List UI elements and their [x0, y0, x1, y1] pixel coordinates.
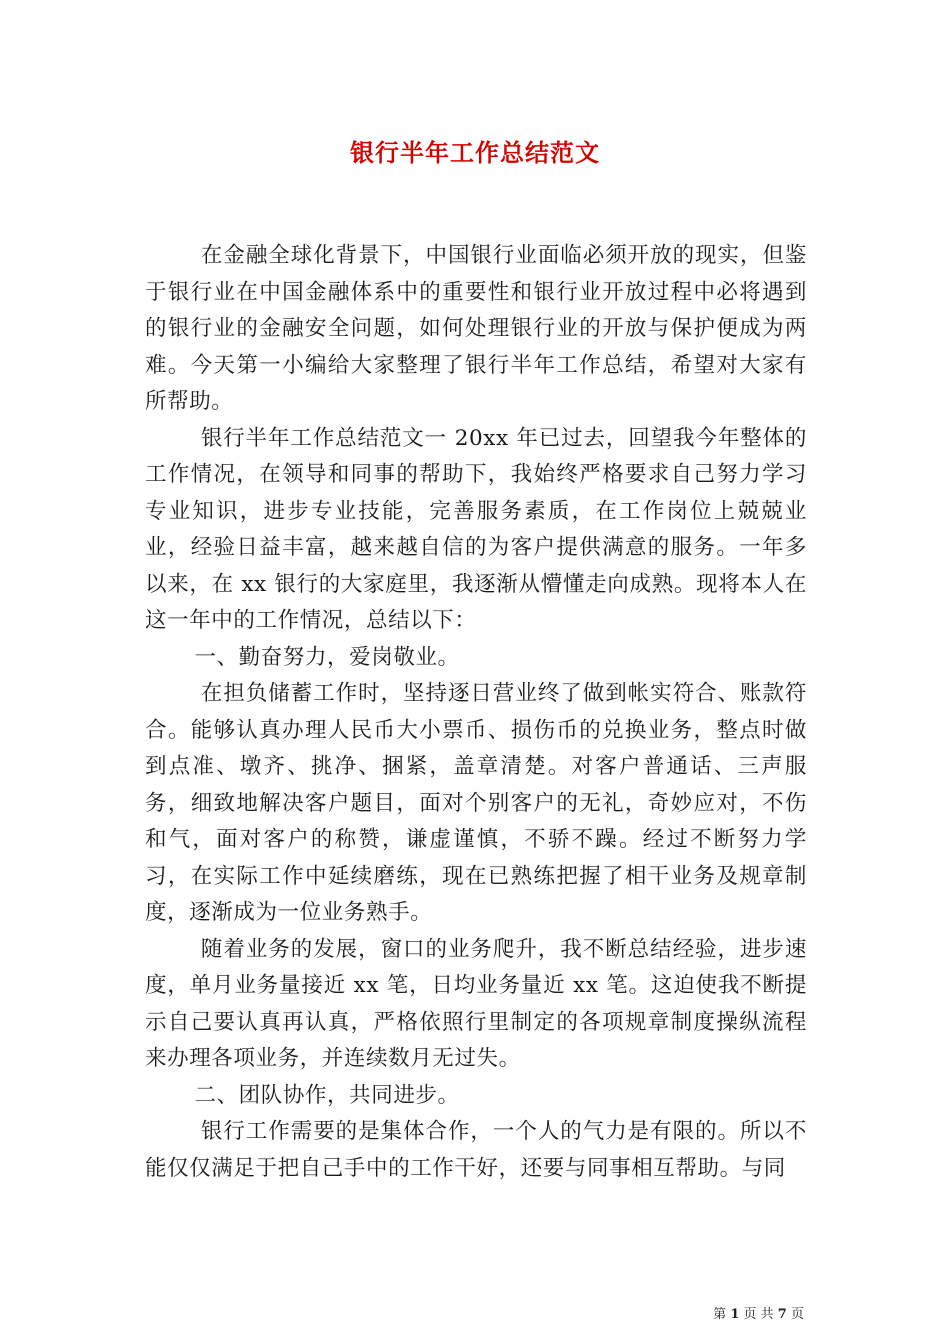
section-heading-2: 二、团队协作，共同进步。 [194, 1082, 460, 1108]
footer-middle: 页 共 [743, 1307, 774, 1322]
paragraph-intro: 在金融全球化背景下，中国银行业面临必须开放的现实，但鉴于银行业在中国金融体系中的重要性和银行业开放过程中必将遇到的银行业的金融安全问题，如何处理银行业的开放与保护便成为两难。今天第一小编给大家整理了银行半年工作总结，希望对大家有所帮助。 [145, 243, 807, 414]
section-heading-1: 一、勤奋努力，爱岗敬业。 [194, 644, 460, 670]
footer-total-pages: 7 [777, 1307, 787, 1322]
paragraph-teamwork: 银行工作需要的是集体合作，一个人的气力是有限的。所以不能仅仅满足于把自己手中的工作干好，还要与同事相互帮助。与同 [145, 1119, 807, 1181]
paragraph-savings-work: 在担负储蓄工作时，坚持逐日营业终了做到帐实符合、账款符合。能够认真办理人民币大小票币、损伤币的兑换业务，整点时做到点准、墩齐、挑净、捆紧，盖章清楚。对客户普通话、三声服务，细致地解决客户题目，面对个别客户的无礼，奇妙应对，不伤和气，面对客户的称赞，谦虚谨慎，不骄不躁。经过不断努力学习，在实际工作中延续磨练，现在已熟练把握了相干业务及规章制度，逐渐成为一位业务熟手。 [145, 681, 807, 925]
footer-current-page: 1 [730, 1307, 740, 1322]
footer-prefix: 第 [713, 1307, 727, 1322]
paragraph-business-growth: 随着业务的发展，窗口的业务爬升，我不断总结经验，进步速度，单月业务量接近 xx 笔，日均业务量近 xx 笔。这迫使我不断提示自己要认真再认真，严格依照行里制定的各项规章制度操纵流程来办理各项业务，并连续数月无过失。 [145, 936, 807, 1071]
footer-suffix: 页 [790, 1307, 804, 1322]
page-footer [713, 1303, 804, 1322]
document-title: 银行半年工作总结范文 [350, 138, 600, 167]
paragraph-summary-opening: 银行半年工作总结范文一 20xx 年已过去，回望我今年整体的工作情况，在领导和同事的帮助下，我始终严格要求自己努力学习专业知识，进步专业技能，完善服务素质，在工作岗位上兢兢业业，经验日益丰富，越来越自信的为客户提供满意的服务。一年多以来，在 xx 银行的大家庭里，我逐渐从懵懂走向成熟。现将本人在这一年中的工作情况，总结以下： [145, 425, 807, 633]
document-body [145, 238, 807, 1187]
